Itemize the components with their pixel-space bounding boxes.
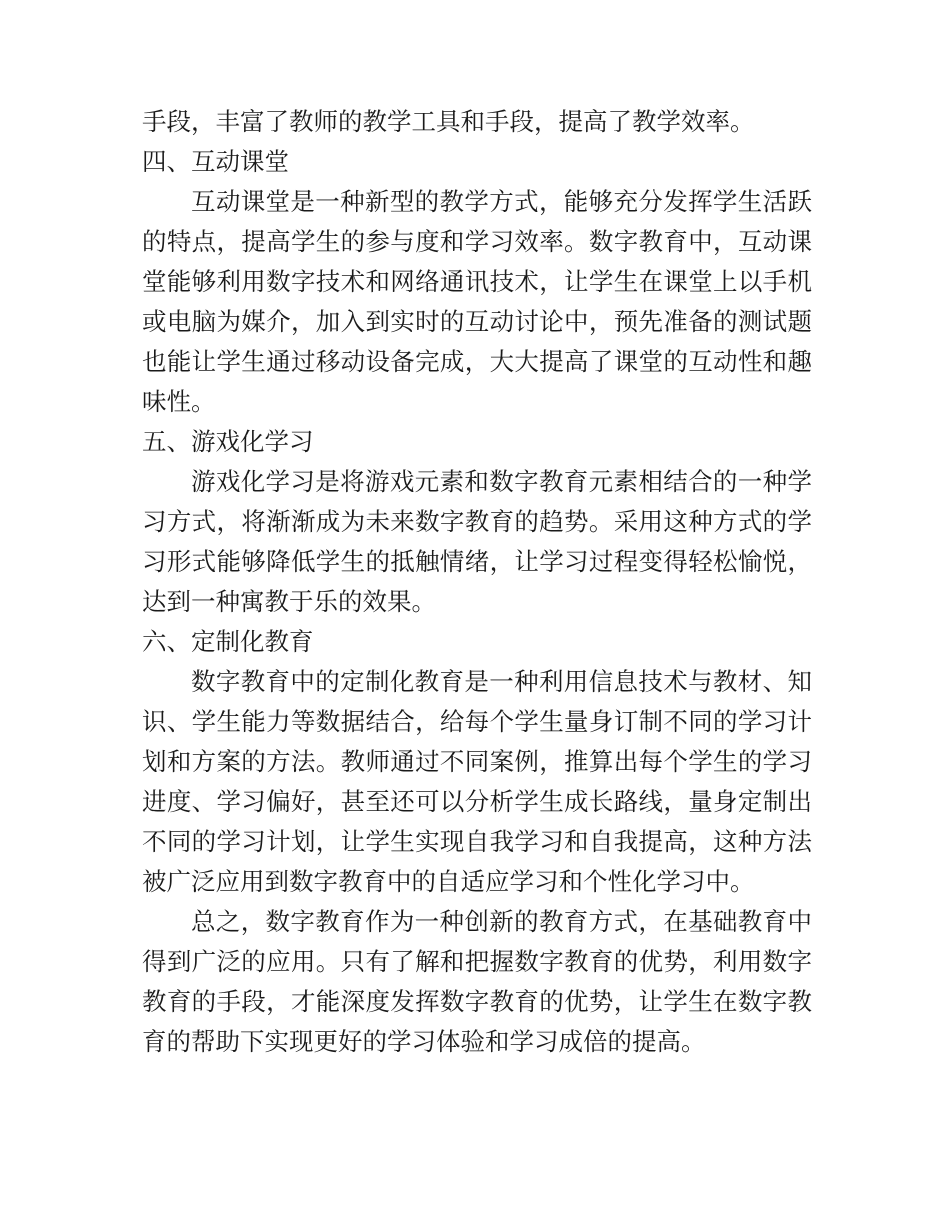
paragraph-continuation: 手段，丰富了教师的教学工具和手段，提高了教学效率。: [142, 107, 755, 136]
paragraph-gamified-learning: 游戏化学习是将游戏元素和数字教育元素相结合的一种学习方式，将渐渐成为未来数字教育的趋势。采用这种方式的学习形式能够降低学生的抵触情绪，让学习过程变得轻松愉悦，达到一种寓教于乐的效果。: [142, 467, 812, 616]
paragraph-conclusion: 总之，数字教育作为一种创新的教育方式，在基础教育中得到广泛的应用。只有了解和把握数字教育的优势，利用数字教育的手段，才能深度发挥数字教育的优势，让学生在数字教育的帮助下实现更好的学习体验和学习成倍的提高。: [142, 907, 812, 1056]
paragraph-interactive-classroom: 互动课堂是一种新型的教学方式，能够充分发挥学生活跃的特点，提高学生的参与度和学习效率。数字教育中，互动课堂能够利用数字技术和网络通讯技术，让学生在课堂上以手机或电脑为媒介，加入到实时的互动讨论中，预先准备的测试题也能让学生通过移动设备完成，大大提高了课堂的互动性和趣味性。: [142, 187, 812, 416]
paragraph-customized-education: 数字教育中的定制化教育是一种利用信息技术与教材、知识、学生能力等数据结合，给每个学生量身订制不同的学习计划和方案的方法。教师通过不同案例，推算出每个学生的学习进度、学习偏好，甚至还可以分析学生成长路线，量身定制出不同的学习计划，让学生实现自我学习和自我提高，这种方法被广泛应用到数字教育中的自适应学习和个性化学习中。: [142, 667, 812, 896]
section-heading-interactive-classroom: 四、互动课堂: [142, 147, 289, 176]
document-body: [142, 102, 812, 1062]
section-heading-customized-education: 六、定制化教育: [142, 627, 314, 656]
section-heading-gamified-learning: 五、游戏化学习: [142, 427, 314, 456]
